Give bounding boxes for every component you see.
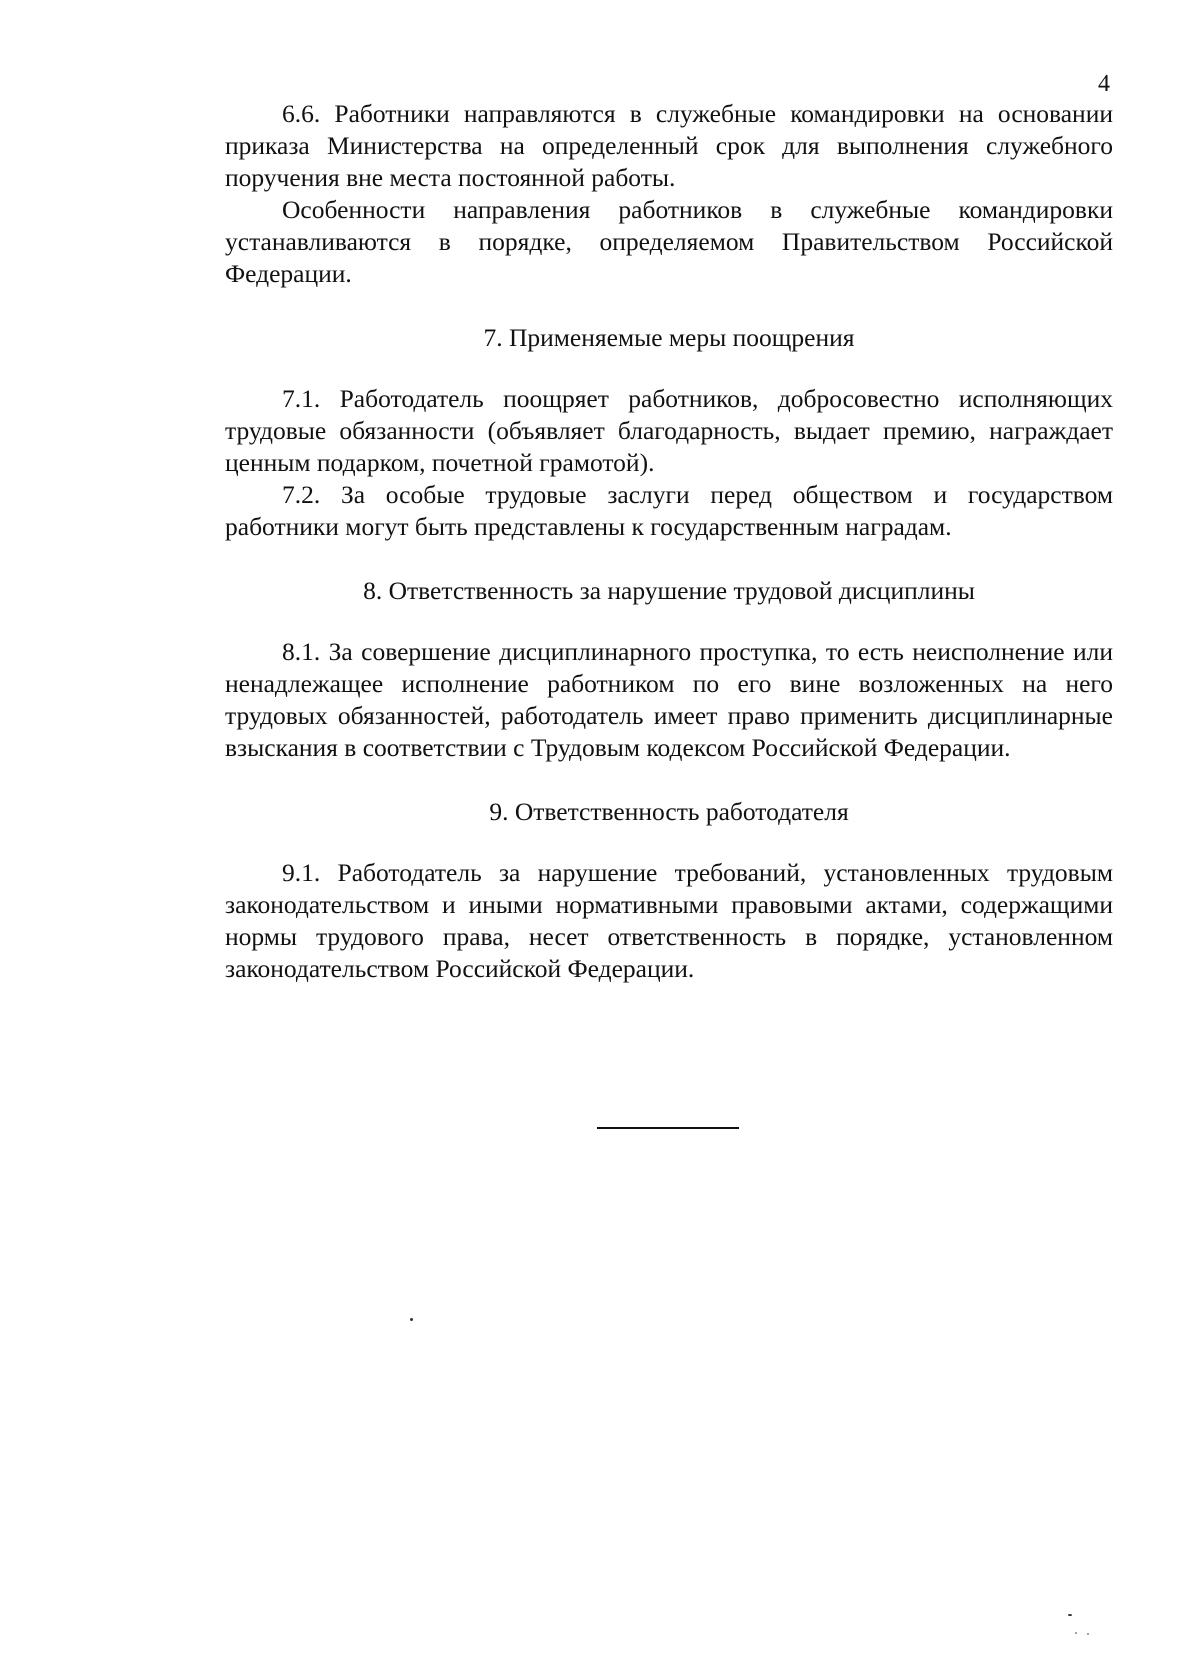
paragraph-8-1: 8.1. За совершение дисциплинарного проступка, то есть неисполнение или ненадлежащее исполнение работником по его вине возложенных на него трудовых обязанностей, работодатель имеет право применить дисциплинарные взыскания в соответствии с Трудовым кодексом Российской Федерации.: [225, 637, 1113, 762]
section-heading-8: 8. Ответственность за нарушение трудовой дисциплины: [363, 576, 975, 605]
section-heading-7: 7. Применяемые меры поощрения: [483, 323, 855, 352]
paragraph-6-6-features: Особенности направления работников в служебные командировки устанавливаются в порядке, определяемом Правительством Российской Федерации.: [225, 195, 1113, 288]
scan-speck: [1087, 1633, 1089, 1635]
document-body: [225, 98, 1113, 985]
paragraph-9-1: 9.1. Работодатель за нарушение требований, установленных трудовым законодательством и иными нормативными правовыми актами, содержащими нормы трудового права, несет ответственность в порядке, установленном законодательством Российской Федерации.: [225, 858, 1113, 983]
scan-speck: [1068, 1614, 1072, 1616]
paragraph-6-6: 6.6. Работники направляются в служебные командировки на основании приказа Министерства на определенный срок для выполнения служебного поручения вне места постоянной работы.: [225, 99, 1113, 192]
paragraph-7-1: 7.1. Работодатель поощряет работников, добросовестно исполняющих трудовые обязанности (объявляет благодарность, выдает премию, награждает ценным подарком, почетной грамотой).: [225, 384, 1113, 477]
scan-speck: [1075, 1632, 1077, 1634]
page-number: 4: [1098, 71, 1110, 97]
scan-speck: [410, 1318, 413, 1321]
paragraph-7-2: 7.2. За особые трудовые заслуги перед обществом и государством работники могут быть представлены к государственным наградам.: [225, 480, 1113, 541]
closing-rule: [597, 1127, 739, 1129]
section-heading-9: 9. Ответственность работодателя: [489, 797, 849, 826]
